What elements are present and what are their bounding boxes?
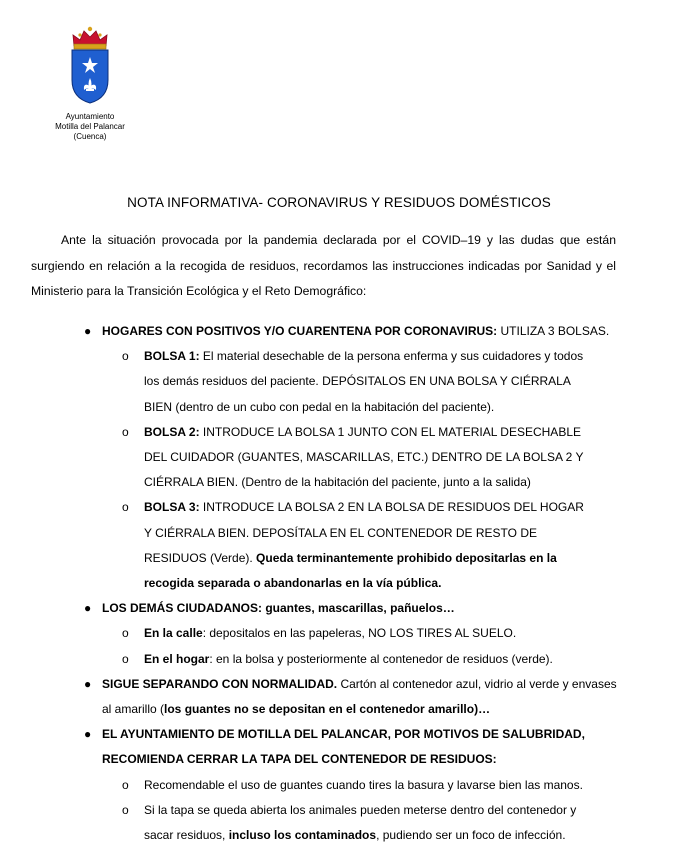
circle-bullet-icon: o (122, 651, 129, 666)
item-lead: HOGARES CON POSITIVOS Y/O CUARENTENA POR CORONAVIRUS: (102, 324, 498, 338)
sub-text: El material desechable de la persona enferma y sus cuidadores y todos los demás residuos del paciente. DEPÓSITALOS EN UNA BOLSA Y CIÉRRALA BIEN (dentro de un cubo con pedal en la habitación del paciente). (144, 349, 584, 414)
sub-list-item (0, 773, 678, 798)
list-item (0, 319, 678, 344)
item-bold-tail: los guantes no se depositan en el contenedor amarillo)… (164, 702, 491, 717)
document-title: NOTA INFORMATIVA- CORONAVIRUS Y RESIDUOS DOMÉSTICOS (127, 195, 551, 210)
sub-text: : en la bolsa y posteriormente al contenedor de residuos (verde). (209, 651, 553, 666)
bullet-icon: ● (84, 324, 92, 338)
item-lead: EL AYUNTAMIENTO DE MOTILLA DEL PALANCAR, POR MOTIVOS DE SALUBRIDAD, RECOMIENDA CERRAR LA TAPA DEL CONTENEDOR DE RESIDUOS: (102, 727, 585, 767)
bullet-icon: ● (84, 676, 92, 691)
circle-bullet-icon: o (122, 777, 129, 792)
sub-list-item (0, 495, 678, 596)
circle-bullet-icon: o (122, 424, 129, 439)
sub-list-item (0, 647, 678, 672)
sub-lead: En el hogar (144, 651, 210, 666)
bullet-icon: ● (84, 601, 92, 616)
sub-text: INTRODUCE LA BOLSA 2 EN LA BOLSA DE RESIDUOS DEL HOGAR Y CIÉRRALA BIEN. DEPOSÍTALA EN EL CONTENEDOR DE RESTO DE RESIDUOS (Verde). (144, 500, 584, 565)
logo-line: Motilla del Palancar (55, 122, 125, 131)
sub-list-item (0, 621, 678, 646)
sub-lead: BOLSA 1: (144, 349, 200, 364)
list-item (0, 596, 678, 621)
coat-of-arms-icon (67, 24, 113, 104)
sub-end-text: , pudiendo ser un foco de infección. (376, 828, 566, 843)
sub-mid-bold: incluso los contaminados (228, 828, 377, 843)
municipal-logo (40, 24, 140, 142)
item-text: UTILIZA 3 BOLSAS. (497, 324, 610, 338)
sub-bold-tail: Queda terminantemente prohibido depositarlas en la recogida separada o abandonarlas en la vía pública. (144, 550, 557, 591)
circle-bullet-icon: o (122, 802, 129, 817)
list-item (0, 672, 678, 722)
item-lead: SIGUE SEPARANDO CON NORMALIDAD. (102, 676, 338, 691)
sub-list-item (0, 420, 678, 496)
logo-line: Ayuntamiento (65, 112, 115, 121)
sub-lead: BOLSA 3: (144, 500, 200, 515)
sub-lead: BOLSA 2: (144, 424, 200, 439)
instructions-list (0, 319, 678, 848)
sub-text: INTRODUCE LA BOLSA 1 JUNTO CON EL MATERIAL DESECHABLE DEL CUIDADOR (GUANTES, MASCARILLAS, ETC.) DENTRO DE LA BOLSA 2 Y CIÉRRALA BIEN. (Dentro de la habitación del paciente, junto a la salida) (144, 424, 584, 490)
item-text: Cartón al contenedor azul, vidrio al verde y envases al amarillo ( (102, 676, 617, 717)
intro-text: Ante la situación provocada por la pandemia declarada por el COVID–19 y las dudas que están surgiendo en relación a la recogida de residuos, recordamos las instrucciones indicadas por Sanidad y el Ministerio para la Transición Ecológica y el Reto Demográfico: (31, 233, 616, 298)
sub-text: Si la tapa se queda abierta los animales pueden meterse dentro del contenedor y sacar residuos, (144, 802, 577, 843)
sub-text: Recomendable el uso de guantes cuando tires la basura y lavarse bien las manos. (144, 777, 583, 792)
intro-paragraph (31, 228, 616, 305)
list-item (0, 722, 678, 772)
logo-line: (Cuenca) (73, 132, 107, 141)
bullet-icon: ● (84, 727, 92, 742)
circle-bullet-icon: o (122, 349, 129, 364)
sub-list-item (0, 344, 678, 420)
item-lead: LOS DEMÁS CIUDADANOS: guantes, mascarillas, pañuelos… (102, 601, 455, 616)
sub-list-item (0, 798, 678, 848)
circle-bullet-icon: o (122, 500, 129, 515)
circle-bullet-icon: o (122, 626, 129, 641)
sub-text: : depositalos en las papeleras, NO LOS TIRES AL SUELO. (202, 626, 517, 641)
sub-lead: En la calle (144, 626, 203, 641)
